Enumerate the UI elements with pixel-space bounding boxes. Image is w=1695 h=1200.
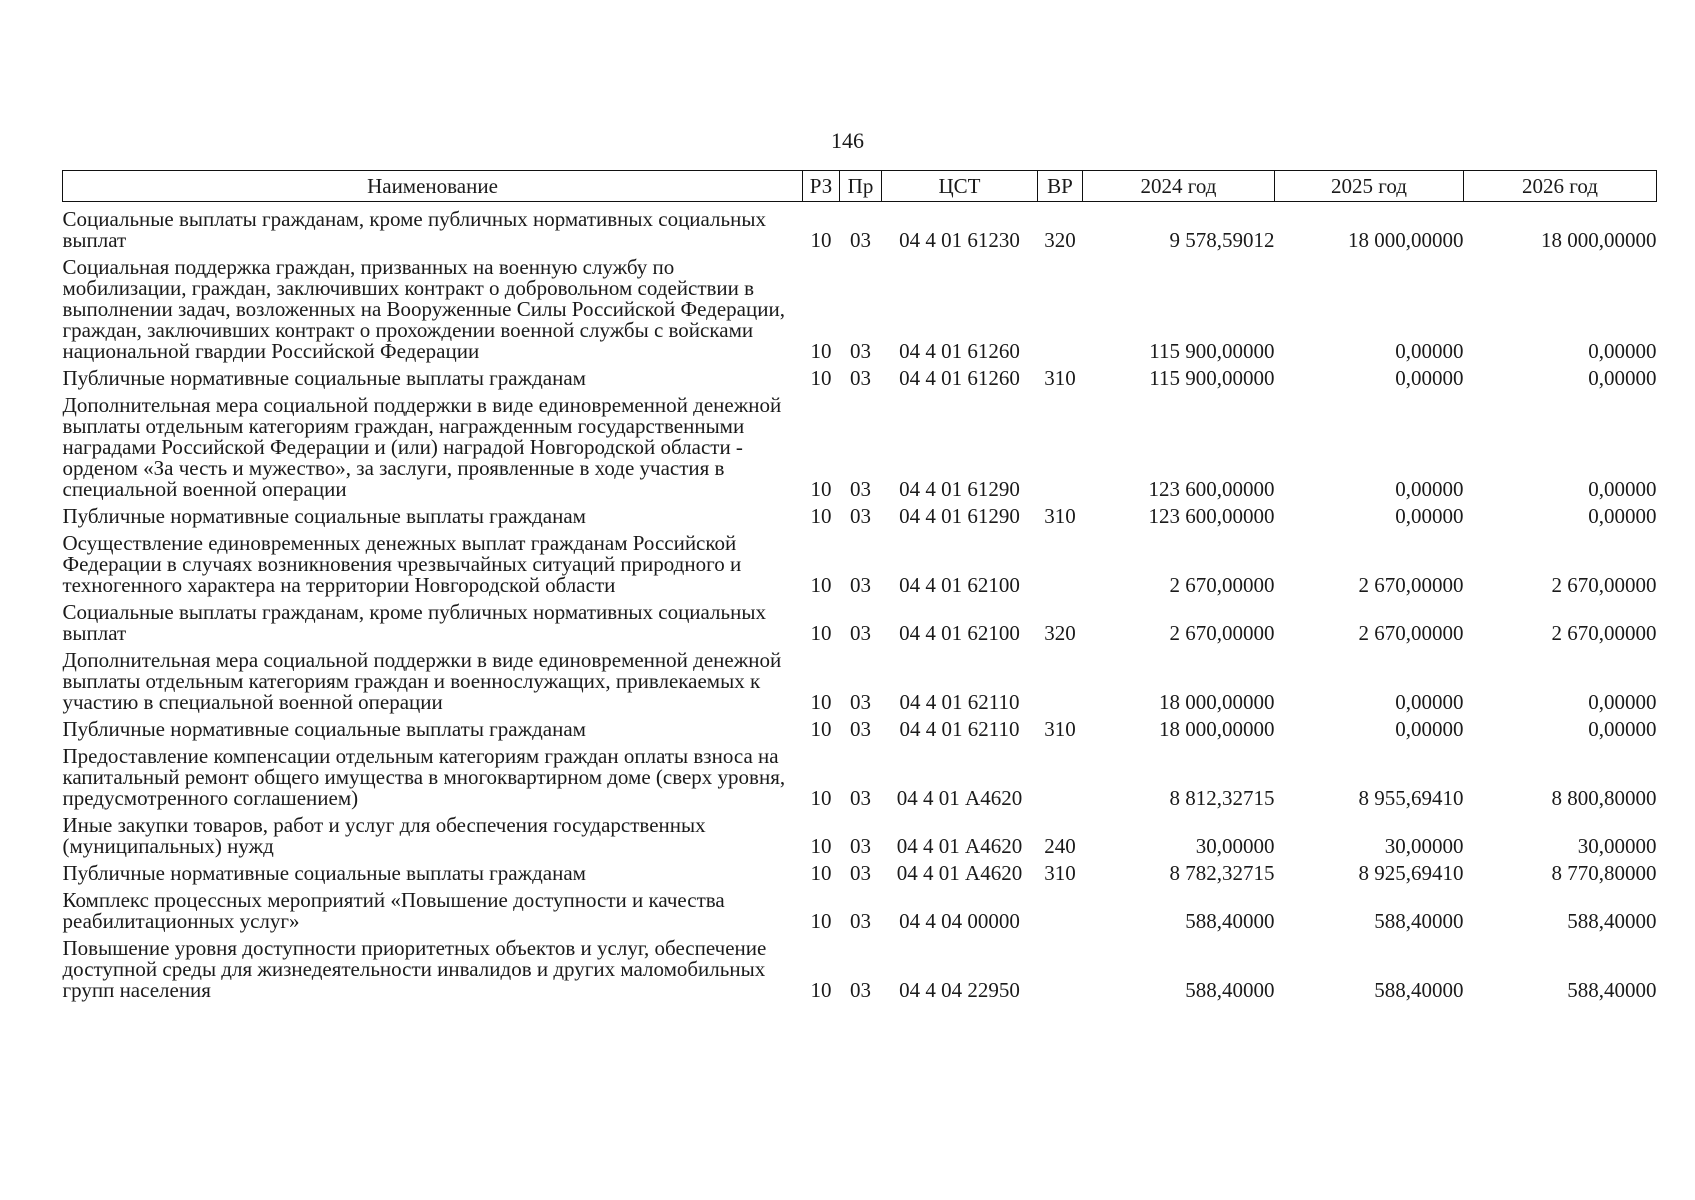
row-cst: 04 4 01 А4620 [896,861,1023,885]
row-name: Социальная поддержка граждан, призванных на военную службу по мобилизации, граждан, заключивших контракт о добровольном содействии в выполнении задач, возложенных на Вооруженные Силы Российской Федерации, граждан, заключивших контракт о прохождении военной службы с войсками национальной гвардии Российской Федерации [62,255,785,363]
row-2026: 8 800,80000 [1551,786,1657,810]
row-2024: 2 670,00000 [1169,573,1275,597]
row-pr: 03 [850,717,871,741]
header-cst: ЦСТ [882,171,1038,202]
row-2024: 18 000,00000 [1159,717,1275,741]
row-2026: 0,00000 [1588,339,1657,363]
row-2026: 0,00000 [1588,717,1657,741]
table-row [63,932,1657,1001]
row-cst: 04 4 01 61230 [899,228,1020,252]
row-cst: 04 4 01 62100 [899,621,1020,645]
row-2024: 30,00000 [1195,834,1275,858]
row-vr: 320 [1044,621,1076,645]
row-2026: 588,40000 [1567,978,1657,1002]
row-2026: 30,00000 [1577,834,1657,858]
row-2025: 8 925,69410 [1358,861,1464,885]
row-2024: 588,40000 [1185,909,1275,933]
row-2026: 588,40000 [1567,909,1657,933]
row-2025: 18 000,00000 [1348,228,1464,252]
row-2025: 30,00000 [1384,834,1464,858]
row-rz: 10 [810,786,832,810]
row-pr: 03 [850,621,871,645]
header-2024: 2024 год [1083,171,1275,202]
row-2025: 2 670,00000 [1358,573,1464,597]
table-row [63,389,1657,500]
row-2026: 0,00000 [1588,477,1657,501]
header-2026: 2026 год [1464,171,1657,202]
row-rz: 10 [810,690,832,714]
row-2025: 0,00000 [1395,504,1464,528]
table-row [63,713,1657,740]
row-name: Осуществление единовременных денежных выплат гражданам Российской Федерации в случаях возникновения чрезвычайных ситуаций природного и техногенного характера на территории Новгородской области [62,531,742,597]
row-name: Социальные выплаты гражданам, кроме публичных нормативных социальных выплат [62,207,766,252]
row-vr [1038,740,1083,809]
row-2026: 8 770,80000 [1551,861,1657,885]
row-name: Публичные нормативные социальные выплаты гражданам [62,366,586,390]
table-row [63,809,1657,857]
row-name: Дополнительная мера социальной поддержки в виде единовременной денежной выплаты отдельным категориям граждан и военнослужащих, привлекаемых к участию в специальной военной операции [62,648,782,714]
table-row [63,500,1657,527]
row-pr: 03 [850,690,871,714]
row-rz: 10 [810,339,832,363]
table-row [63,857,1657,884]
row-2025: 588,40000 [1374,978,1464,1002]
row-vr [1038,932,1083,1001]
row-name: Социальные выплаты гражданам, кроме публичных нормативных социальных выплат [62,600,766,645]
table-row [63,644,1657,713]
row-pr: 03 [850,573,871,597]
row-vr: 320 [1044,228,1076,252]
row-name: Публичные нормативные социальные выплаты гражданам [62,717,586,741]
row-2024: 18 000,00000 [1159,690,1275,714]
row-vr [1038,389,1083,500]
table-row [63,884,1657,932]
row-2025: 0,00000 [1395,717,1464,741]
row-cst: 04 4 04 22950 [899,978,1020,1002]
row-2026: 2 670,00000 [1551,621,1657,645]
row-rz: 10 [810,477,832,501]
table-row [63,362,1657,389]
row-pr: 03 [850,834,871,858]
row-cst: 04 4 01 62110 [899,690,1020,714]
table-row [63,251,1657,362]
row-2025: 588,40000 [1374,909,1464,933]
row-2025: 0,00000 [1395,690,1464,714]
row-cst: 04 4 01 61290 [899,477,1020,501]
header-rz: РЗ [803,171,840,202]
row-vr: 310 [1044,861,1076,885]
row-2026: 0,00000 [1588,504,1657,528]
row-2025: 2 670,00000 [1358,621,1464,645]
row-name: Публичные нормативные социальные выплаты гражданам [62,861,586,885]
row-2024: 9 578,59012 [1169,228,1275,252]
table-row [63,527,1657,596]
row-vr [1038,884,1083,932]
row-2026: 18 000,00000 [1541,228,1657,252]
row-2026: 2 670,00000 [1551,573,1657,597]
header-pr: Пр [840,171,882,202]
row-cst: 04 4 01 62110 [899,717,1020,741]
row-rz: 10 [810,228,832,252]
row-pr: 03 [850,861,871,885]
page-number: 146 [831,128,864,153]
row-name: Публичные нормативные социальные выплаты гражданам [62,504,586,528]
row-name: Дополнительная мера социальной поддержки в виде единовременной денежной выплаты отдельным категориям граждан, награжденным государственными наградами Российской Федерации и (или) наградой Новгородской области - орденом «За честь и мужество», за заслуги, проявленные в ходе участия в специальной военной операции [62,393,782,501]
row-rz: 10 [810,366,832,390]
table-row [63,740,1657,809]
row-name: Предоставление компенсации отдельным категориям граждан оплаты взноса на капитальный ремонт общего имущества в многоквартирном доме (сверх уровня, предусмотренного соглашением) [62,744,786,810]
row-2026: 0,00000 [1588,690,1657,714]
row-name: Повышение уровня доступности приоритетных объектов и услуг, обеспечение доступной среды для жизнедеятельности инвалидов и других маломобильных групп населения [62,936,767,1002]
row-2024: 8 812,32715 [1169,786,1275,810]
row-vr [1038,644,1083,713]
row-2025: 8 955,69410 [1358,786,1464,810]
row-cst: 04 4 01 А4620 [896,786,1023,810]
row-cst: 04 4 01 А4620 [896,834,1023,858]
row-pr: 03 [850,228,871,252]
row-2024: 8 782,32715 [1169,861,1275,885]
row-pr: 03 [850,909,871,933]
row-vr [1038,527,1083,596]
row-name: Комплекс процессных мероприятий «Повышение доступности и качества реабилитационных услуг» [62,888,725,933]
row-vr: 310 [1044,366,1076,390]
row-pr: 03 [850,339,871,363]
row-cst: 04 4 04 00000 [899,909,1020,933]
row-rz: 10 [810,861,832,885]
row-name: Иные закупки товаров, работ и услуг для обеспечения государственных (муниципальных) нужд [62,813,706,858]
row-2024: 123 600,00000 [1148,477,1275,501]
row-2025: 0,00000 [1395,366,1464,390]
row-rz: 10 [810,978,832,1002]
row-rz: 10 [810,621,832,645]
row-pr: 03 [850,477,871,501]
row-pr: 03 [850,366,871,390]
header-name: Наименование [63,171,803,202]
header-2025: 2025 год [1275,171,1464,202]
row-cst: 04 4 01 62100 [899,573,1020,597]
table-header [63,171,1657,202]
row-2024: 115 900,00000 [1149,339,1275,363]
row-cst: 04 4 01 61290 [899,504,1020,528]
row-vr: 310 [1044,717,1076,741]
row-vr: 240 [1044,834,1076,858]
row-vr: 310 [1044,504,1076,528]
row-cst: 04 4 01 61260 [899,366,1020,390]
row-rz: 10 [810,717,832,741]
header-vr: ВР [1038,171,1083,202]
row-2025: 0,00000 [1395,477,1464,501]
row-rz: 10 [810,834,832,858]
table-row [63,596,1657,644]
row-2024: 115 900,00000 [1149,366,1275,390]
row-2024: 588,40000 [1185,978,1275,1002]
row-2024: 2 670,00000 [1169,621,1275,645]
row-rz: 10 [810,909,832,933]
budget-table [62,170,1657,1001]
row-2024: 123 600,00000 [1148,504,1275,528]
row-rz: 10 [810,573,832,597]
row-2025: 0,00000 [1395,339,1464,363]
row-pr: 03 [850,786,871,810]
row-pr: 03 [850,504,871,528]
row-2026: 0,00000 [1588,366,1657,390]
row-cst: 04 4 01 61260 [899,339,1020,363]
table-row [63,202,1657,252]
table-body [63,202,1657,1002]
row-vr [1038,251,1083,362]
row-rz: 10 [810,504,832,528]
row-pr: 03 [850,978,871,1002]
